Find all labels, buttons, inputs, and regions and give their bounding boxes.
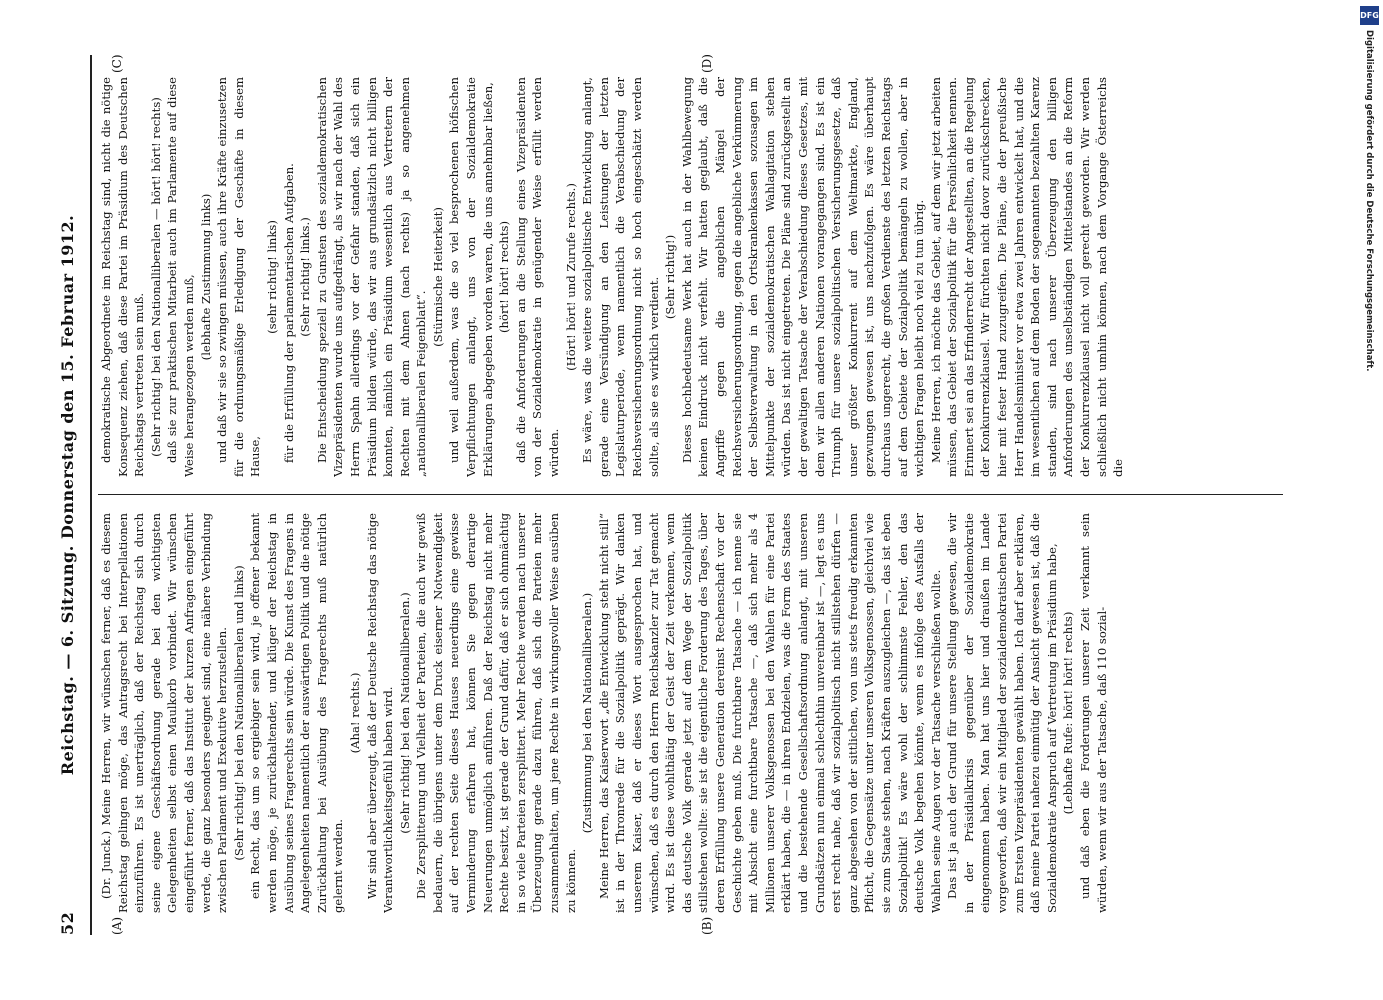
interjection: (Stürmische Heiterkeit) <box>430 207 445 347</box>
interjection: (Sehr richtig! bei den Nationalliberalen — hört! hört! rechts) <box>148 97 163 457</box>
paragraph: daß die Anforderungen an die Stellung eines Vizepräsidenten von der Sozialdemokratie in genügender Weise erfüllt werden würden. <box>513 77 562 477</box>
paragraph: (Dr. Junck.) Meine Herren, wir wünschen ferner, daß es diesem Reichstag gelingen möge, das Antragsrecht bei Interpellationen einzuführen. Es ist unerträglich, daß der Reichstag sich durch seine eigene Geschäftsordnung gerade bei den wichtigsten Gelegenheiten selbst einen Maulkorb vorbindet. Wir wünschen eingeführt ferner, daß das Institut der kurzen Anfragen eingeführt werde, die ganz besonders geeignet sind, eine nähere Verbindung zwischen Parlament und Exekutive herzustellen. <box>99 513 230 913</box>
paragraph: Dieses hochbedeutsame Werk hat auch in der Wahlbewegung keinen Eindruck nicht verfehlt. Wir hatten geglaubt, daß die Angriffe gegen die angeblichen Mängel der Reichsversicherungsordnung, gegen die angebliche Verkümmerung der Selbstverwaltung in den Ortskrankenkassen sozusagen im Mittelpunkte der sozialdemokratischen Wahlagitation stehen würden. Das ist nicht eingetreten. Die Pläne sind zurückgestellt an der gewaltigen Tatsache der Verabschiedung dieses Gesetzes, mit dem wir allen anderen Nationen vorangegangen sind. Es ist ein Triumph für unsere sozialpolitischen Versicherungsgesetze, daß unser größter Konkurrent auf dem Weltmarkte, England, gezwungen gewesen ist, uns nachzufolgen. Es wäre überhaupt durchaus ungerecht, die großen Verdienste des letzten Reichstags auf dem Gebiete der Sozialpolitik bemängeln zu wollen, aber in wichtigen Fragen bleibt noch viel zu tun übrig. <box>679 77 927 477</box>
paragraph: Meine Herren, ich möchte das Gebiet, auf dem wir jetzt arbeiten müssen, das Gebiet der Sozialpolitik für die Persönlichkeit nennen. Erinnert sei an das Erfinderrecht der Angestellten, an die Regelung der Konkurrenzklausel. Wir fürchten nicht davor zurückschrecken, hier mit fester Hand zuzugreifen. Die Pläne, die der preußische Herr Handelsminister vor etwa zwei Jahren entwickelt hat, und die im wesentlichen auf dem Boden der sogenannten bezahlten Karenz standen, sind nach unserer Überzeugung den billigen Anforderungen des unselbständigen Mittelstandes an die Reform der Konkurrenzklausel nicht voll gerecht geworden. Wir werden schließlich nicht umhin können, nach dem Vorgange Österreichs die <box>928 77 1126 477</box>
margin-marker-d: (D) <box>700 54 714 73</box>
right-column <box>98 77 1283 477</box>
margin-marker-b: (B) <box>700 916 714 935</box>
digitization-credit: Digitalisierung gefördert durch die Deutsche Forschungsgemeinschaft. <box>1364 30 1374 372</box>
page-number: 52 <box>58 911 77 935</box>
left-column <box>98 513 1283 913</box>
interjection: (Sehr richtig! bei den Nationalliberalen.) <box>397 592 412 834</box>
paragraph: Meine Herren, das Kaiserwort „die Entwicklung steht nicht still“ ist in der Thronrede für die Sozialpolitik geprägt. Wir danken unserem Kaiser, daß er dieses Wort ausgesprochen hat, und wünschen, daß es durch den Herrn Reichskanzler zur Tat gemacht wird. Es ist diese wohlthätig der Geist der Zeit verkennen, wenn das deutsche Volk gerade jetzt auf dem Wege der Sozialpolitik stillstehen wollte: sie ist die eigentliche Forderung des Tages, über deren Erfüllung unsere Generation dereinst Rechenschaft vor der Geschichte geben muß. Die furchtbare Tatsache — ich nenne sie mit Absicht eine furchtbare Tatsache —, daß sich mehr als 4 Millionen unserer Volksgenossen bei den Wahlen für eine Partei erklärt haben, die — in ihren Endzielen, was die Form des Staates und die bestehende Gesellschaftsordnung anlangt, mit unseren Grundsätzen nun einmal schlechthin unvereinbar ist —, legt es uns erst recht nahe, daß wir sozialpolitisch nicht stillstehen dürfen — ganz abgesehen von der sittlichen, von uns stets freudig erkannten Pflicht, die Gegensätze unter unseren Volksgenossen, gleichviel wie sie zum Staate stehen, nach Kräften auszugleichen —, das ist eben Sozialpolitik! Es wäre wohl der schlimmste Fehler, den das deutsche Volk begehen könnte, wenn es infolge des Ausfalls der Wahlen seine Augen vor der Tatsache verschließen wollte. <box>596 513 943 913</box>
paragraph: demokratische Abgeordnete im Reichstag sind, nicht die nötige Konsequenz ziehen, daß diese Partei im Präsidium des Deutschen Reichstags vertreten sein muß. <box>99 77 147 477</box>
paragraph: und daß eben die Forderungen unserer Zeit verkannt sein würden, wenn wir aus der Tatsache, daß 110 sozial- <box>1078 513 1109 913</box>
interjection: (hört! hört! rechts) <box>497 221 512 334</box>
paragraph: Das ist ja auch der Grund für unsere Stellung gewesen, die wir in der Präsidialkrisis gegenüber der Sozialdemokratie eingenommen haben. Man hat uns hier und draußen im Lande vorgeworfen, daß wir ein Mitglied der sozialdemokratischen Partei zum Ersten Vizepräsidenten gewählt haben. Ich darf aber erklären, daß meine Partei nahezu einmütig der Ansicht gewesen ist, daß die Sozialdemokratie Anspruch auf Vertretung im Präsidium habe, <box>945 513 1059 913</box>
paragraph: daß sie zur praktischen Mitarbeit auch im Parlamente auf diese Weise herangezogen werden muß, <box>165 77 196 477</box>
interjection: (sehr richtig! links) <box>264 220 279 334</box>
digitization-sidebar <box>1356 0 1383 1000</box>
rotated-page-content <box>50 55 1300 935</box>
dfg-logo-icon: DFG <box>1360 6 1379 25</box>
paragraph: für die Erfüllung der parlamentarischen Aufgaben. <box>281 163 296 463</box>
paragraph: Die Entscheidung speziell zu Gunsten des sozialdemokratischen Vizepräsidenten wurde uns aufgedrängt, als wir nach der Wahl des Herrn Spahn allerdings vor der Gefahr standen, daß sich ein Präsidium bilden würde, das wir aus grundsätzlich nicht billigen konnten, nämlich ein Präsidium wesentlich aus Vertretern der Rechten mit dem Ahnen (nach rechts) ja so angenehmen „nationalliberalen Feigenblatt“. <box>314 77 429 477</box>
interjection: (lebhafte Zustimmung links) <box>198 193 213 361</box>
interjection: (Sehr richtig!) <box>663 234 678 320</box>
running-title: Reichstag. — 6. Sitzung. Donnerstag den 15. Februar 1912. <box>58 214 77 776</box>
paragraph: Die Zersplitterung und Vielheit der Parteien, die auch wir gewiß bedauern, die übrigens unter dem Druck eiserner Notwendigkeit auf der rechten Seite dieses Hauses neuerdings eine gewisse Verminderung erfahren hat, können Sie gegen derartige Neuerungen unmöglich anführen. Daß der Reichstag nicht mehr Rechte besitzt, ist gerade der Grund dafür, daß er sich ohnmächtig in so viele Parteien zersplittert. Mehr Rechte werden nach unserer Überzeugung gerade dazu führen, daß sich die Parteien mehr zusammenhalten, um jene Rechte in wirkungsvoller Weise ausüben zu können. <box>414 513 578 913</box>
paragraph: und daß wir sie so zwingen müssen, auch ihre Kräfte einzusetzen für die ordnungsmäßige Erledigung der Geschäfte in diesem Hause, <box>215 77 263 477</box>
margin-marker-c: (C) <box>110 54 124 73</box>
paragraph: Wir sind aber überzeugt, daß der Deutsche Reichstag das nötige Verantwortlichkeitsgefühl haben wird. <box>364 513 396 913</box>
interjection: (Sehr richtig! links.) <box>298 217 313 337</box>
margin-marker-a: (A) <box>110 916 124 935</box>
interjection: (Lebhafte Rufe: hört! hört! rechts) <box>1061 611 1076 815</box>
paragraph: ein Recht, das um so ergiebiger sein wird, je offener bekannt werden möge, je zurückhaltender, und klüger der Reichstag in Ausübung seines Fragerechts sein würde. Die Kunst des Fragens in Angelegenheiten namentlich der auswärtigen Politik und die nötige Zurückhaltung bei Ausübung des Fragerechts muß natürlich gelernt werden. <box>248 513 346 913</box>
interjection: (Zustimmung bei den Nationalliberalen.) <box>580 592 595 834</box>
paragraph: Es wäre, was die weitere sozialpolitische Entwicklung anlangt, gerade eine Versündigung an den Leistungen der letzten Legislaturperiode, wenn namentlich die Verabschiedung der Reichsversicherungsordnung nicht so hoch eingeschätzt werden sollte, als sie es wirklich verdient. <box>580 77 661 477</box>
header-rule <box>90 55 92 935</box>
page-header <box>50 55 86 935</box>
interjection: (Aha! rechts.) <box>347 672 362 754</box>
interjection: (Hört! hört! und Zurufe rechts.) <box>563 183 578 371</box>
column-divider <box>98 494 1283 495</box>
interjection: (Sehr richtig! bei den Nationalliberalen und links) <box>231 565 246 861</box>
paragraph: und weil außerdem, was die so viel besprochenen höfischen Verpflichtungen anlangt, uns von der Sozialdemokratie Erklärungen abgegeben worden waren, die uns annehmbar ließen, <box>447 77 495 477</box>
